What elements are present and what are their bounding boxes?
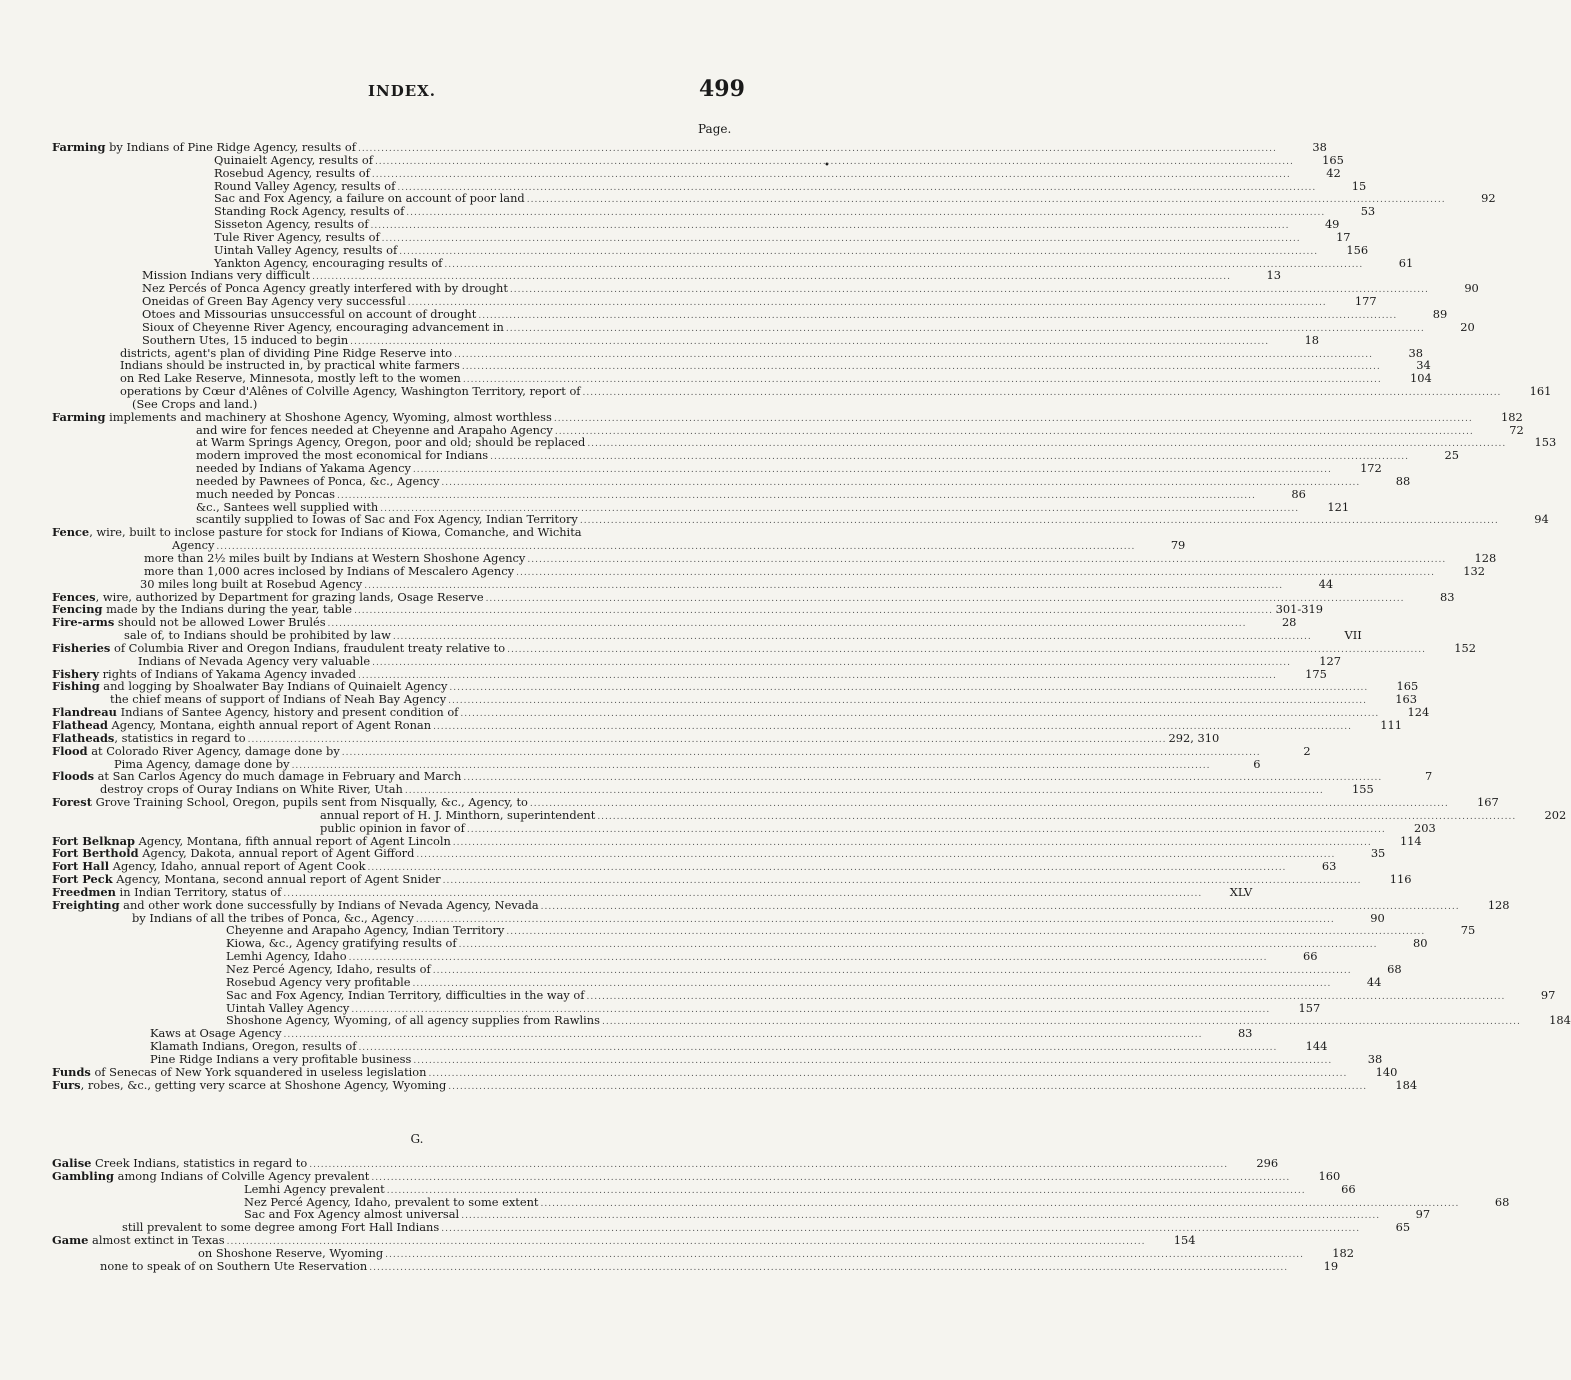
index-entry-head: Gambling xyxy=(52,1168,115,1183)
index-entry-head: Fort Belknap xyxy=(52,833,136,848)
index-entry-subject: Southern Utes, 15 induced to begin xyxy=(142,332,349,347)
page-ref: 161 xyxy=(1529,384,1552,399)
section-letter: G. xyxy=(410,1132,424,1146)
index-entry-head: Fort Peck xyxy=(52,872,113,887)
page-ref: 80 xyxy=(1413,936,1428,951)
index-entry-subject: &c., Santees well supplied with xyxy=(196,499,379,514)
index-entry-subject: implements and machinery at Shoshone Agency, Wyoming, almost worthless xyxy=(105,409,552,424)
index-entry-subject: more than 2½ miles built by Indians at Western Shoshone Agency xyxy=(144,551,526,565)
index-entry-subject: more than 1,000 acres inclosed by Indians of Mescalero Agency xyxy=(144,563,515,578)
page-ref: 292, 310 xyxy=(1168,730,1220,745)
index-entry-subject: annual report of H. J. Minthorn, superintendent xyxy=(320,807,596,822)
index-entry-subject: still prevalent to some degree among Fort Hall Indians xyxy=(122,1220,440,1235)
page-ref: 6 xyxy=(1253,756,1261,771)
index-entry-subject: Sioux of Cheyenne River Agency, encouraging advancement in xyxy=(142,319,504,334)
index-entry-text xyxy=(226,1014,600,1027)
page-ref: 7 xyxy=(1424,769,1433,784)
page-ref: 38 xyxy=(1408,345,1424,360)
index-entry-subject: Agency, Montana, eighth annual report of Agent Ronan xyxy=(107,717,432,732)
index-entry xyxy=(52,1233,1196,1248)
index-entry-subject: Agency, Idaho, annual report of Agent Cook xyxy=(109,859,366,874)
page-ref: 156 xyxy=(1346,242,1369,257)
index-entry-head: Fence xyxy=(52,525,90,540)
page-ref: 182 xyxy=(1332,1245,1355,1260)
index-entry-head: Fencing xyxy=(52,602,103,617)
page-ref: 18 xyxy=(1304,332,1320,347)
index-entry-subject: Klamath Indians, Oregon, results of xyxy=(150,1039,357,1054)
index-entry xyxy=(52,204,1376,219)
index-entry xyxy=(52,473,1411,488)
page-ref: 66 xyxy=(1303,949,1318,964)
index-entry-subject: Nez Percé Agency, Idaho, results of xyxy=(226,962,431,976)
index-entry-subject: should not be allowed Lower Brulés xyxy=(114,615,326,630)
index-entry-subject: Sac and Fox Agency, Indian Territory, difficulties in the way of xyxy=(226,987,585,1002)
index-entry-subject: much needed by Poncas xyxy=(196,486,335,501)
dot-leader xyxy=(369,1262,1288,1275)
index-entry-subject: rights of Indians of Yakama Agency invaded xyxy=(98,666,357,681)
index-entry-subject: Quinaielt Agency, results of xyxy=(214,152,373,167)
index-entry-subject: Sac and Fox Agency almost universal xyxy=(244,1207,460,1222)
index-entry-subject: Kaws at Osage Agency xyxy=(150,1026,282,1041)
page-column-label: Page. xyxy=(698,122,732,136)
page-ref: 89 xyxy=(1432,306,1448,321)
index-entry-subject: Nez Percés of Ponca Agency greatly interfered with by drought xyxy=(142,281,508,296)
page-ref: 203 xyxy=(1413,820,1436,835)
page-header xyxy=(0,76,834,106)
page-ref: 182 xyxy=(1500,409,1523,424)
page-ref: 155 xyxy=(1352,782,1374,797)
page-ref: 160 xyxy=(1318,1168,1341,1183)
index-entry-subject: Grove Training School, Oregon, pupils sent from Nisqually, &c., Agency, to xyxy=(91,795,528,810)
page-ref: 90 xyxy=(1370,910,1385,925)
page-ref: 132 xyxy=(1463,563,1485,578)
index-entry-head: Freedmen xyxy=(52,884,116,899)
page-ref: 86 xyxy=(1291,486,1306,501)
index-entry-subject: needed by Indians of Yakama Agency xyxy=(196,461,411,476)
index-entry-subject: , wire, built to inclose pasture for stock for Indians of Kiowa, Comanche, and Wichita xyxy=(89,525,582,540)
index-entry xyxy=(52,486,1306,501)
page-ref: 97 xyxy=(1415,1207,1431,1222)
margin-mark: • xyxy=(824,160,830,171)
page-ref: 172 xyxy=(1360,461,1382,476)
dot-leader xyxy=(448,1081,1367,1094)
page-ref: 144 xyxy=(1305,1039,1328,1054)
page-ref: 94 xyxy=(1534,512,1549,527)
page-ref: 72 xyxy=(1509,422,1524,437)
index-entry-subject: Creek Indians, statistics in regard to xyxy=(91,1156,308,1170)
index-entry-text xyxy=(52,1079,446,1092)
index-entry-subject: operations by Cœur d'Alênes of Colville Agency, Washington Territory, report of xyxy=(120,384,581,399)
page-ref: 61 xyxy=(1398,255,1414,270)
page-ref: 38 xyxy=(1367,1051,1383,1066)
index-entry xyxy=(52,140,1327,154)
index-entry-subject: Tule River Agency, results of xyxy=(214,229,380,244)
index-entry-head: Farming xyxy=(52,409,106,424)
index-entry-subject: of Columbia River and Oregon Indians, fraudulent treaty relative to xyxy=(110,640,506,655)
index-entry-subject: Mission Indians very difficult xyxy=(142,268,311,283)
index-entry xyxy=(52,987,1556,1002)
index-entry-subject: in Indian Territory, status of xyxy=(115,884,282,899)
page-ref: 83 xyxy=(1439,589,1455,604)
page-ref: 92 xyxy=(1481,191,1496,206)
index-entry-head: Flathead xyxy=(52,717,108,732)
page-ref: 15 xyxy=(1351,178,1367,193)
page-ref: 66 xyxy=(1341,1181,1356,1196)
page-ref: 175 xyxy=(1305,666,1327,681)
index-entry-subject: the chief means of support of Indians of Neah Bay Agency xyxy=(110,692,447,707)
page-ref: 2 xyxy=(1303,743,1311,758)
page-ref: 25 xyxy=(1444,448,1460,463)
page-ref: 65 xyxy=(1395,1220,1411,1235)
index-entry-subject: Shoshone Agency, Wyoming, of all agency supplies from Rawlins xyxy=(226,1013,600,1028)
page-ref: 42 xyxy=(1326,165,1341,180)
index-entry-head: Floods xyxy=(52,769,94,784)
index-entries-f xyxy=(52,140,1571,1092)
index-entry-subject: Kiowa, &c., Agency gratifying results of xyxy=(226,936,457,951)
page-ref: 154 xyxy=(1173,1233,1196,1248)
index-entry-head: Funds xyxy=(52,1064,91,1079)
index-entry-head: Game xyxy=(52,1233,89,1248)
page-ref: 177 xyxy=(1354,294,1377,309)
index-entry-subject: on Red Lake Reserve, Minnesota, mostly left to the women xyxy=(120,371,461,386)
page-ref: 114 xyxy=(1399,833,1422,848)
running-title: INDEX. xyxy=(368,82,437,100)
index-entry-subject: among Indians of Colville Agency prevalent xyxy=(114,1168,370,1183)
page-ref: 184 xyxy=(1395,1077,1418,1092)
index-entry-head: Furs xyxy=(52,1077,81,1092)
page-ref: 165 xyxy=(1322,152,1344,167)
page-ref: 68 xyxy=(1494,1194,1510,1209)
index-entry-head: Galise xyxy=(52,1156,92,1170)
index-entry-head: Fort Hall xyxy=(52,859,110,874)
page-ref: 157 xyxy=(1298,1000,1321,1015)
page-ref: 111 xyxy=(1380,717,1402,732)
index-entry-subject: Cheyenne and Arapaho Agency, Indian Territory xyxy=(226,923,505,938)
page-ref: 152 xyxy=(1454,640,1476,655)
index-entry-subject: Sac and Fox Agency, a failure on account of poor land xyxy=(214,191,525,206)
index-entry-subject: Agency, Montana, second annual report of Agent Snider xyxy=(112,872,441,887)
index-entry-subject: scantily supplied to Iowas of Sac and Fox Agency, Indian Territory xyxy=(196,512,578,527)
page-ref: 17 xyxy=(1336,229,1351,244)
index-entry-subject: Indians of Santee Agency, history and present condition of xyxy=(116,705,459,720)
page-ref: 121 xyxy=(1327,499,1350,514)
index-entry-subject: at Colorado River Agency, damage done by xyxy=(87,743,340,758)
index-entry-subject: modern improved the most economical for Indians xyxy=(196,448,489,463)
page-ref: 104 xyxy=(1410,371,1432,386)
index-entry-subject: , statistics in regard to xyxy=(114,730,246,745)
page-ref: VII xyxy=(1344,628,1362,643)
index-entry-subject: and other work done successfully by Indians of Nevada Agency, Nevada xyxy=(119,897,539,912)
page-ref: 79 xyxy=(1170,538,1186,553)
index-entry-subject: districts, agent's plan of dividing Pine Ridge Reserve into xyxy=(120,345,453,360)
index-entry-subject: Uintah Valley Agency, results of xyxy=(214,242,398,257)
index-entry-head: Fort Berthold xyxy=(52,846,139,861)
page-ref: 19 xyxy=(1323,1258,1339,1273)
page-ref: 167 xyxy=(1477,795,1499,810)
index-entry-head: Fisheries xyxy=(52,640,111,655)
index-entry-subject: Rosebud Agency very profitable xyxy=(226,974,411,989)
index-entry xyxy=(52,936,1428,951)
index-entry-head: Flandreau xyxy=(52,705,117,720)
index-entry xyxy=(52,526,738,539)
page-ref: 128 xyxy=(1474,551,1497,565)
index-entry xyxy=(52,217,1340,232)
page-ref: 28 xyxy=(1281,615,1297,630)
index-entry-subject: needed by Pawnees of Ponca, &c., Agency xyxy=(196,473,440,488)
page-ref: 140 xyxy=(1375,1064,1398,1079)
index-entry-head: Freighting xyxy=(52,897,120,912)
index-entry-subject: on Shoshone Reserve, Wyoming xyxy=(198,1245,384,1260)
index-entry-subject: Agency xyxy=(172,538,215,553)
page-ref: 68 xyxy=(1387,962,1402,976)
index-entry-subject: , robes, &c., getting very scarce at Shoshone Agency, Wyoming xyxy=(80,1077,447,1092)
page-ref: 116 xyxy=(1389,872,1412,887)
index-entry-subject: Agency, Dakota, annual report of Agent Gifford xyxy=(138,846,415,861)
page-ref: 38 xyxy=(1312,140,1327,154)
index-entry-subject: Oneidas of Green Bay Agency very successful xyxy=(142,294,406,309)
page-ref: 13 xyxy=(1266,268,1281,283)
index-entry-subject: none to speak of on Southern Ute Reservation xyxy=(100,1258,368,1273)
page-ref: XLV xyxy=(1229,884,1253,899)
page-ref: 49 xyxy=(1324,217,1340,232)
index-entry-subject: and wire for fences needed at Cheyenne and Arapaho Agency xyxy=(196,422,553,437)
page-ref: 44 xyxy=(1366,974,1382,989)
page-ref: 184 xyxy=(1549,1013,1571,1028)
page-ref: 83 xyxy=(1237,1026,1253,1041)
index-entry-subject: Yankton Agency, encouraging results of xyxy=(214,255,443,270)
index-entry-subject: sale of, to Indians should be prohibited by law xyxy=(124,628,391,643)
page-ref: 163 xyxy=(1395,692,1418,707)
index-entry-subject: Round Valley Agency, results of xyxy=(214,178,396,193)
index-entry-subject: Indians of Nevada Agency very valuable xyxy=(138,653,371,668)
index-entry-text xyxy=(52,526,582,539)
dot-leader xyxy=(602,1016,1521,1029)
index-entry xyxy=(52,1077,1418,1092)
page-ref: 128 xyxy=(1487,897,1510,912)
index-entry-subject: Pine Ridge Indians a very profitable business xyxy=(150,1051,412,1066)
page-ref: 97 xyxy=(1540,987,1556,1002)
page-ref: 165 xyxy=(1396,679,1419,694)
index-entry-subject: by Indians of Pine Ridge Agency, results of xyxy=(105,140,356,154)
index-entry-head: Forest xyxy=(52,795,92,810)
page-ref: 75 xyxy=(1460,923,1476,938)
index-entry-subject: at Warm Springs Agency, Oregon, poor and old; should be replaced xyxy=(196,435,586,450)
index-entry-subject: Sisseton Agency, results of xyxy=(214,217,369,232)
page-ref: 90 xyxy=(1464,281,1479,296)
index-entry-subject: Uintah Valley Agency xyxy=(226,1000,350,1015)
page-ref: 127 xyxy=(1319,653,1341,668)
index-entry-subject: Agency, Montana, fifth annual report of Agent Lincoln xyxy=(135,833,451,848)
index-entry-head: Fishing xyxy=(52,679,100,694)
index-entry-subject: (See Crops and land.) xyxy=(132,396,258,411)
index-entry-subject: Lemhi Agency, Idaho xyxy=(226,949,347,964)
index-entry-head: Flood xyxy=(52,743,88,758)
index-entry-subject: at San Carlos Agency do much damage in February and March xyxy=(94,769,462,784)
index-entry-text xyxy=(100,1260,367,1273)
index-entry-subject: destroy crops of Ouray Indians on White River, Utah xyxy=(100,782,403,797)
page-ref: 63 xyxy=(1321,859,1337,874)
index-entry-head: Fences xyxy=(52,589,96,604)
index-entry-subject: Otoes and Missourias unsuccessful on account of drought xyxy=(142,306,477,321)
index-entry-subject: made by the Indians during the year, table xyxy=(102,602,353,617)
page-ref: 20 xyxy=(1460,319,1475,334)
page-ref: 34 xyxy=(1416,358,1431,373)
index-entry xyxy=(52,152,1344,167)
page-ref: 296 xyxy=(1256,1156,1279,1170)
index-entry-subject: Nez Percé Agency, Idaho, prevalent to some extent xyxy=(244,1194,539,1209)
page-ref: 44 xyxy=(1318,576,1334,591)
index-entry-subject: 30 miles long built at Rosebud Agency xyxy=(140,576,363,591)
page-ref: 153 xyxy=(1534,435,1557,450)
index-entry-subject: Rosebud Agency, results of xyxy=(214,165,370,180)
index-entry-subject: Indians should be instructed in, by practical white farmers xyxy=(120,358,460,373)
page-ref: 88 xyxy=(1395,473,1411,488)
page-ref: 124 xyxy=(1407,705,1430,720)
index-entry-subject: , wire, authorized by Department for grazing lands, Osage Reserve xyxy=(95,589,484,604)
page-ref: 301-319 xyxy=(1275,602,1323,617)
index-entry-head: Flatheads xyxy=(52,730,115,745)
index-entry-subject: Lemhi Agency prevalent xyxy=(244,1181,385,1196)
index-entry-head: Fishery xyxy=(52,666,99,681)
index-entry xyxy=(52,1258,1339,1273)
page-ref: 35 xyxy=(1370,846,1386,861)
index-entry-subject: almost extinct in Texas xyxy=(88,1233,225,1248)
index-entry-subject: and logging by Shoalwater Bay Indians of Quinaielt Agency xyxy=(99,679,448,694)
index-entry-head: Farming xyxy=(52,140,106,154)
index-entry-subject: by Indians of all the tribes of Ponca, &c., Agency xyxy=(132,910,414,925)
page-ref: 202 xyxy=(1544,807,1567,822)
page-number: 499 xyxy=(699,76,745,102)
index-entry-subject: public opinion in favor of xyxy=(320,820,465,835)
index-entry-head: Fire-arms xyxy=(52,615,115,630)
index-entry-subject: Standing Rock Agency, results of xyxy=(214,204,405,219)
index-entry-subject: of Senecas of New York squandered in useless legislation xyxy=(90,1064,427,1079)
index-entry xyxy=(52,1168,1341,1183)
page-ref: 53 xyxy=(1360,204,1376,219)
index-entries-g xyxy=(52,1156,1510,1273)
index-entry-subject: Pima Agency, damage done by xyxy=(114,756,290,771)
